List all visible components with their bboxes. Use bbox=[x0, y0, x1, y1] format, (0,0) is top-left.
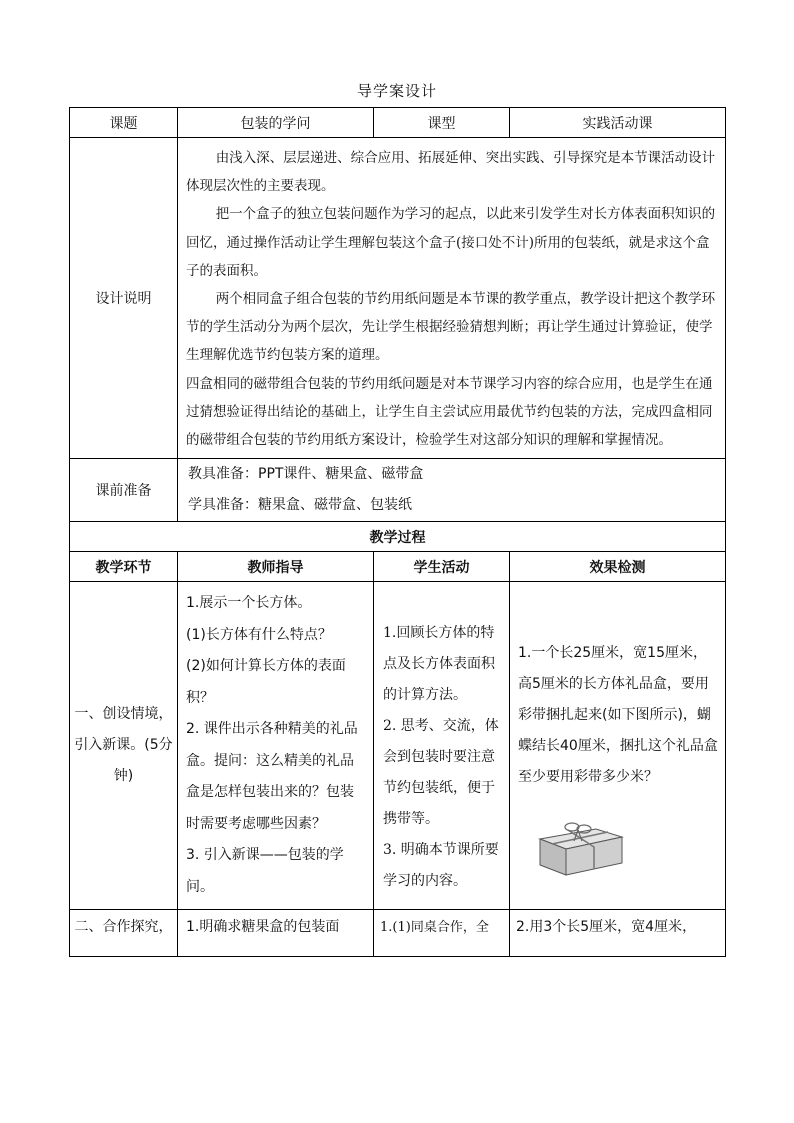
prep-content bbox=[178, 459, 726, 522]
check-question: 1.一个长25厘米，宽15厘米，高5厘米的长方体礼品盒，要用彩带捆扎起来(如下图所示)，蝴蝶结长40厘米，捆扎这个礼品盒至少要用彩带多少米？ bbox=[518, 645, 718, 786]
design-description bbox=[178, 138, 726, 459]
col-teacher-header: 教师指导 bbox=[178, 552, 374, 582]
prep-row bbox=[70, 459, 726, 522]
type-label: 课型 bbox=[374, 108, 510, 138]
topic-label: 课题 bbox=[70, 108, 178, 138]
document-title: 导学案设计 bbox=[356, 82, 437, 100]
design-paragraph: 两个相同盒子组合包装的节约用纸问题是本节课的教学重点，教学设计把这个教学环节的学生活动分为两个层次，先让学生根据经验猜想判断；再让学生通过计算验证，使学生理解优选节约包装方案的道理。 bbox=[186, 291, 716, 364]
process-title: 教学过程 bbox=[70, 522, 726, 552]
stage-name: 二、合作探究， bbox=[70, 910, 178, 957]
student-step: 2. 思考、交流，体会到包装时要注意节约包装纸，便于携带等。 bbox=[383, 718, 499, 828]
design-row bbox=[70, 138, 726, 459]
gift-box-image bbox=[536, 817, 626, 879]
student-materials: 学具准备：糖果盒、磁带盒、包装纸 bbox=[188, 497, 412, 514]
teacher-step: (1)长方体有什么特点？ bbox=[186, 626, 332, 643]
stage-name: 一、创设情境，引入新课。(5分钟) bbox=[70, 582, 178, 910]
type-value: 实践活动课 bbox=[510, 108, 726, 138]
design-label: 设计说明 bbox=[70, 138, 178, 459]
design-paragraph: 四盒相同的磁带组合包装的节约用纸问题是对本节课学习内容的综合应用，也是学生在通过猜想验证得出结论的基础上，让学生自主尝试应用最优节约包装的方法，完成四盒相同的磁带组合包装的节约用纸方案设计，检验学生对这部分知识的理解和掌握情况。 bbox=[186, 375, 713, 449]
effect-check: 2.用3个长5厘米，宽4厘米， bbox=[510, 910, 726, 957]
teacher-step: (2)如何计算长方体的表面积？ bbox=[186, 658, 346, 706]
teacher-materials: 教具准备：PPT课件、糖果盒、磁带盒 bbox=[188, 466, 424, 483]
lesson-plan-table bbox=[69, 107, 726, 957]
stage-row bbox=[70, 582, 726, 910]
teacher-step: 2. 课件出示各种精美的礼品盒。提问：这么精美的礼品盒是怎样包装出来的？包装时需要考虑哪些因素？ bbox=[186, 721, 358, 832]
student-step: 1.回顾长方体的特点及长方体表面积的计算方法。 bbox=[383, 625, 495, 704]
col-check-header: 效果检测 bbox=[510, 552, 726, 582]
design-paragraph: 由浅入深、层层递进、综合应用、拓展延伸、突出实践、引导探究是本节课活动设计体现层次性的主要表现。 bbox=[186, 150, 716, 195]
student-activity bbox=[374, 582, 510, 910]
header-row bbox=[70, 108, 726, 138]
effect-check bbox=[510, 582, 726, 910]
topic-value: 包装的学问 bbox=[178, 108, 374, 138]
teacher-step: 3. 引入新课——包装的学问。 bbox=[186, 847, 344, 895]
teacher-guidance bbox=[178, 582, 374, 910]
stage-row bbox=[70, 910, 726, 957]
process-header-row bbox=[70, 552, 726, 582]
col-student-header: 学生活动 bbox=[374, 552, 510, 582]
student-step: 3. 明确本节课所要学习的内容。 bbox=[383, 842, 499, 890]
teacher-guidance: 1.明确求糖果盒的包装面 bbox=[178, 910, 374, 957]
process-title-row bbox=[70, 522, 726, 552]
prep-label: 课前准备 bbox=[70, 459, 178, 522]
student-activity: 1.(1)同桌合作，全 bbox=[374, 910, 510, 957]
col-stage-header: 教学环节 bbox=[70, 552, 178, 582]
design-paragraph: 把一个盒子的独立包装问题作为学习的起点，以此来引发学生对长方体表面积知识的回忆，通过操作活动让学生理解包装这个盒子(接口处不计)所用的包装纸，就是求这个盒子的表面积。 bbox=[186, 206, 716, 279]
teacher-step: 1.展示一个长方体。 bbox=[186, 595, 312, 612]
